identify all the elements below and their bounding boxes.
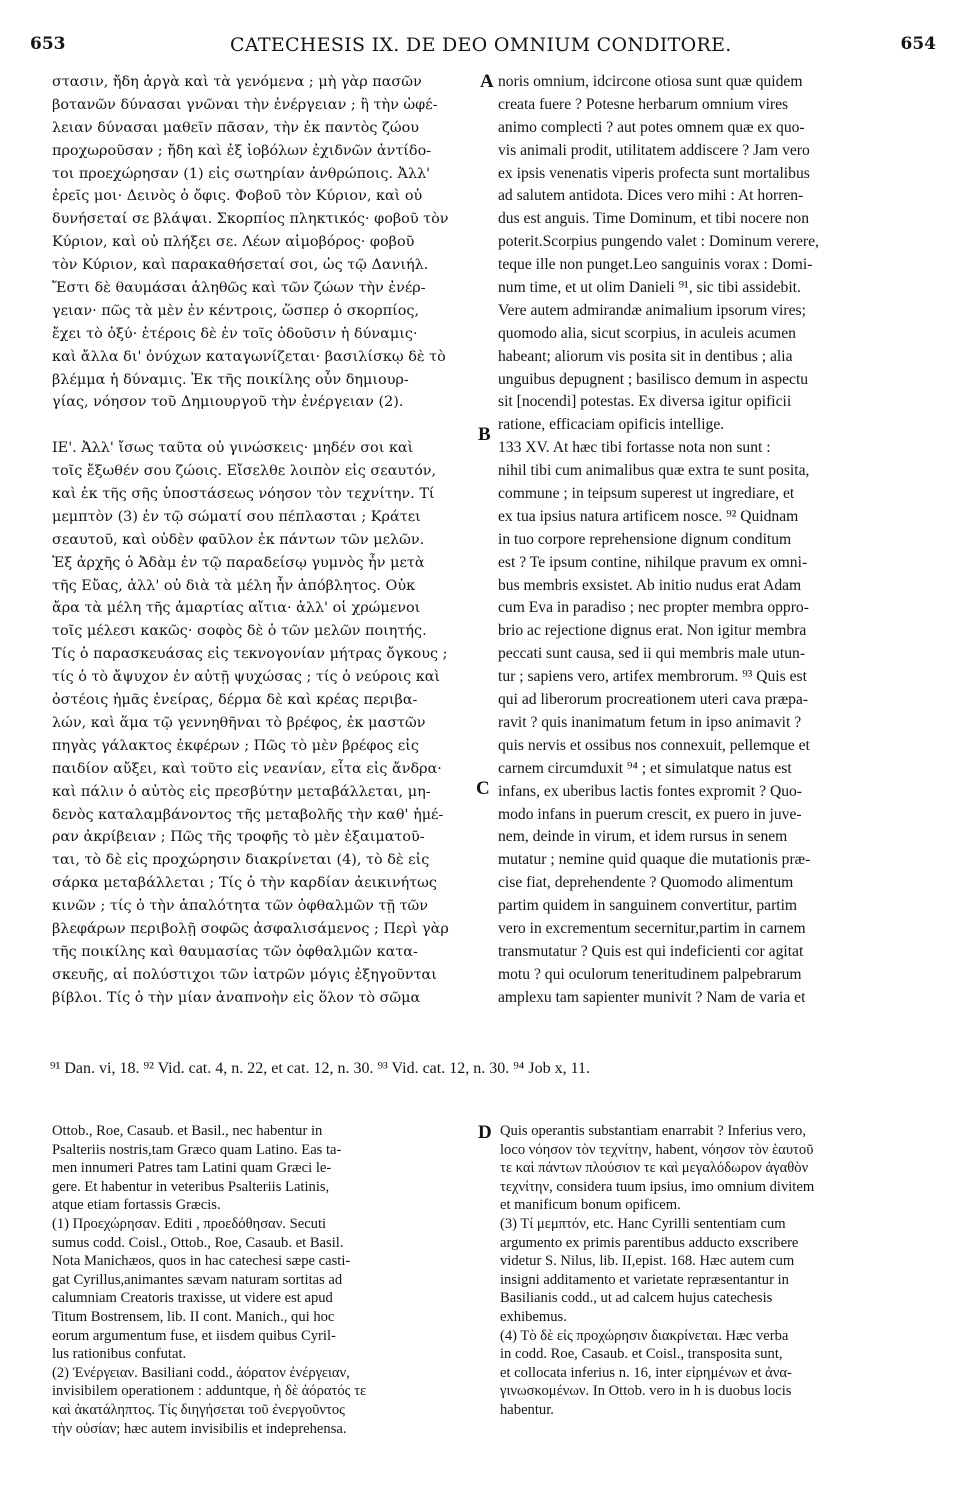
notes-left-column xyxy=(52,1122,472,1438)
text-line: unguibus depugnent ; basilisco demum in aspectu xyxy=(498,370,809,388)
text-line: Κύριον, καὶ οὐ πλήξει σε. Λέων αἱμοβόρος· φοβοῦ xyxy=(52,234,415,251)
text-line: carnem circumduxit ⁹⁴ ; et simulatque natus est xyxy=(498,759,792,777)
text-line: habentur. xyxy=(500,1401,554,1418)
text-line: partim quidem in sanguinem convertitur, partim xyxy=(498,897,798,915)
text-line: nihil tibi cum animalibus quæ extra te sunt posita, xyxy=(498,462,810,480)
text-line: quis nervis et ossibus nos connexuit, pellemque et xyxy=(498,736,810,754)
text-line: videtur S. Nilus, lib. II,epist. 168. Hæc autem cum xyxy=(500,1253,795,1270)
text-line: vero in excrementum secernitur,partim in carnem xyxy=(498,919,806,937)
page-number-left: 653 xyxy=(30,34,66,54)
text-line: τε καὶ πάντων πλούσιον τε καὶ μεγαλόδωρον ἀγαθὸν xyxy=(500,1160,809,1177)
text-line: ΙΕ'. Ἀλλ' ἴσως ταῦτα οὐ γινώσκεις· μηδέν σοι καὶ xyxy=(52,440,414,457)
text-line: et manificum bonum opificem. xyxy=(500,1197,681,1214)
text-line: motu ? qui oculorum teneritudinem palpebrarum xyxy=(498,965,802,983)
text-line: invisibilem operationem : adduntque, ἡ δὲ ἀόρατός τε xyxy=(52,1383,367,1400)
text-line: γινωσκομένων. In Ottob. vero in h is duobus locis xyxy=(500,1383,792,1400)
text-line: 133 XV. At hæc tibi fortasse nota non sunt : xyxy=(498,439,771,457)
text-line: γειαν· πῶς τὰ μὲν ἐν κέντροις, ὥσπερ ὁ σκορπίος, xyxy=(52,302,420,319)
text-line: γίας, νόησον τοῦ Δημιουργοῦ τὴν ἐνέργειαν (2). xyxy=(52,394,404,411)
text-line: mutatur ; nemine quid quaque die mutationis præ- xyxy=(498,851,811,869)
text-line: modo infans in puerum crescit, ex puero in juve- xyxy=(498,805,802,823)
text-line: in tuo corpore reprehensione dignum conditum xyxy=(498,530,792,548)
text-line: nem, deinde in virum, et idem rursus in senem xyxy=(498,828,788,846)
margin-marker-d: D xyxy=(478,1122,492,1143)
text-line: Titum Bostrensem, lib. II cont. Manich., qui hoc xyxy=(52,1308,335,1325)
text-line: habeant; aliorum vis posita sit in dentibus ; alia xyxy=(498,347,793,365)
text-line: προχωροῦσαν ; ἤδη καὶ ἐξ ἰοβόλων ἐχιδνῶν ἀντίδο- xyxy=(52,142,432,159)
text-line: ravit ? quis inanimatum fetum in ipso animavit ? xyxy=(498,713,802,731)
text-line: sumus codd. Coisl., Ottob., Roe, Casaub. et Basil. xyxy=(52,1234,344,1251)
text-line: Vere autem admirandæ animalium ipsorum vires; xyxy=(498,301,806,319)
text-line: τὸν Κύριον, καὶ παρακαθήσεταί σοι, ὡς τῷ Δανιήλ. xyxy=(52,257,429,274)
greek-text-column xyxy=(52,71,484,1010)
text-line: et collocata inferius n. 16, inter εἰρημένων et ἀνα- xyxy=(500,1364,792,1381)
text-line: argumento ex primis parentibus adducto exscribere xyxy=(500,1234,799,1251)
text-line: brio ac rejectione dignus erat. Non igitur membra xyxy=(498,622,807,640)
text-line: exhibemus. xyxy=(500,1308,567,1325)
text-line: amplexu tam sapienter munivit ? Nam de varia et xyxy=(498,988,806,1006)
text-line: τῆς Εὔας, ἀλλ' οὐ διὰ τὰ μέλη ἦν ἀπόβλητος. Οὐκ xyxy=(52,577,416,594)
text-line: in codd. Roe, Casaub. et Coisl., transposita sunt, xyxy=(500,1346,783,1363)
text-line: calumniam Creatoris traxisse, ut videre est apud xyxy=(52,1290,333,1307)
text-line: cum Eva in paradiso ; nec propter membra oppro- xyxy=(498,599,809,617)
text-line: Ἔστι δὲ θαυμάσαι ἀληθῶς καὶ τῶν ζώων τὴν ἐνέρ- xyxy=(52,280,426,297)
text-line: cise fiat, deprehendente ? Quomodo alimentum xyxy=(498,874,794,892)
text-line: quomodo alia, sicut scorpius, in aculeis acumen xyxy=(498,324,796,342)
text-line: ται, τὸ δὲ εἰς προχώρησιν διακρίνεται (4), τὸ δὲ εἰς xyxy=(52,852,430,869)
footnote-references: ⁹¹ Dan. vi, 18. ⁹² Vid. cat. 4, n. 22, et cat. 12, n. 30. ⁹³ Vid. cat. 12, n. 30. ⁹⁴ Job x, 11. xyxy=(50,1060,591,1077)
text-line: num time, et ut olim Danieli ⁹¹, sic tibi assidebit. xyxy=(498,279,801,297)
text-line: καὶ ἀκατάληπτος. Τίς διηγήσεται τοῦ ἐνεργοῦντος xyxy=(52,1401,345,1418)
text-line: δυνήσεταί σε βλάψαι. Σκορπίος πληκτικός· φοβοῦ τὸν xyxy=(52,211,449,228)
text-line: commune ; in teipsum superest ut ingrediare, et xyxy=(498,485,795,503)
text-line: (4) Τὸ δὲ εἰς προχώρησιν διακρίνεται. Hæc verba xyxy=(500,1327,789,1344)
text-line: ἄρα τὰ μέλη τῆς ἁμαρτίας αἴτια· ἀλλ' οἱ χρώμενοι xyxy=(52,600,421,617)
text-line: dus est anguis. Time Dominum, et tibi nocere non xyxy=(498,210,809,228)
text-line: καὶ ἐκ τῆς σῆς ὑποστάσεως νόησον τὸν τεχνίτην. Τί xyxy=(52,486,435,503)
text-line: vis animali prodit, utilitatem addiscere ? Jam vero xyxy=(498,141,810,159)
text-line: Ottob., Roe, Casaub. et Basil., nec habentur in xyxy=(52,1123,323,1139)
text-line: καὶ πάλιν ὁ αὐτὸς εἰς πρεσβύτην μεταβάλλεται, μη- xyxy=(52,783,431,800)
text-line: Basilianis codd., ut ad calcem hujus catechesis xyxy=(500,1290,773,1307)
running-title: CATECHESIS IX. DE DEO OMNIUM CONDITORE. xyxy=(230,34,732,56)
text-line: atque etiam fortassis Græcis. xyxy=(52,1197,221,1214)
text-line: bus membris exsistet. Ab initio nudus erat Adam xyxy=(498,576,802,594)
text-line: Nota Manichæos, quos in hac catechesi sæpe casti- xyxy=(52,1253,351,1270)
text-line: tur ; sapiens vero, artifex membrorum. ⁹³ Quis est xyxy=(498,668,807,686)
running-header xyxy=(30,34,936,60)
text-line: ex tua ipsius natura artificem nosce. ⁹² Quidnam xyxy=(498,507,799,525)
text-line: κινῶν ; τίς ὁ τὴν ἁπαλότητα τῶν ὀφθαλμῶν τῇ τῶν xyxy=(52,898,429,915)
text-line: ἐρεῖς μοι· Δεινὸς ὁ ὄφις. Φοβοῦ τὸν Κύριον, καὶ οὐ xyxy=(52,188,423,205)
margin-marker-a: A xyxy=(480,71,494,92)
text-line: ὀστέοις ἡμᾶς ἐνείρας, δέρμα δὲ καὶ κρέας περιβα- xyxy=(52,692,418,709)
text-line: τοῖς μέλεσι κακῶς· σοφὸς δὲ ὁ τῶν μελῶν ποιητής. xyxy=(52,623,427,640)
text-line: qui ad liberorum procreationem uteri cava præpa- xyxy=(498,691,809,709)
text-line: gat Cyrillus,animantes sævam naturam sortitas ad xyxy=(52,1271,343,1288)
text-line: (1) Προεχώρησαν. Editi , προεδόθησαν. Secuti xyxy=(52,1215,327,1232)
text-line: παιδίον αὔξει, καὶ τοῦτο εἰς νεανίαν, εἶτα εἰς ἄνδρα· xyxy=(52,760,442,777)
text-line xyxy=(52,414,484,437)
text-line: loco νόησον τὸν τεχνίτην, habent, νόησον τὸν ἑαυτοῦ xyxy=(500,1141,814,1158)
text-line: βίβλοι. Τίς ὁ τὴν μίαν ἀναπνοὴν εἰς ὅλον τὸ σῶμα xyxy=(52,989,421,1006)
text-line: est ? Te ipsum contine, nihilque pravum ex omni- xyxy=(498,553,808,571)
text-line: σεαυτοῦ, καὶ οὐδὲν φαῦλον ἐκ πάντων τῶν μελῶν. xyxy=(52,531,425,548)
text-line: transmutatur ? Quis est qui indeficienti cor agitat xyxy=(498,942,804,960)
text-line: men innumeri Patres tam Latini quam Græci le- xyxy=(52,1160,332,1177)
text-line: poterit.Scorpius pungendo valet : Dominum verere, xyxy=(498,233,819,251)
text-line: Quis operantis substantiam enarrabit ? Inferius vero, xyxy=(500,1123,806,1139)
text-line: ratione, efficaciam opificis intellige. xyxy=(498,416,725,434)
text-line: creata fuere ? Potesne herbarum omnium vires xyxy=(498,95,789,113)
text-line: Τίς ὁ παρασκευάσας εἰς τεκνογονίαν μήτρας ὄγκους ; xyxy=(52,646,448,663)
text-line: insigni additamento et varietate repræsentantur in xyxy=(500,1271,789,1288)
text-line: τοῖς ἔξωθέν σου ζώοις. Εἴσελθε λοιπὸν εἰς σεαυτόν, xyxy=(52,463,437,480)
text-line: μεμπτὸν (3) ἐν τῷ σώματί σου πέπλασται ; Κράτει xyxy=(52,508,421,525)
text-line: τὴν οὐσίαν; hæc autem invisibilis et indeprehensa. xyxy=(52,1420,347,1437)
text-line: lus rationibus confutat. xyxy=(52,1346,187,1363)
text-line: animo complecti ? aut potes omnem quæ ex quo- xyxy=(498,118,805,136)
text-line: βοτανῶν δύνασαι γνῶναι τὴν ἐνέργειαν ; ἢ τὴν ὠφέ- xyxy=(52,96,438,113)
text-line: πηγὰς γάλακτος ἐκφέρων ; Πῶς τὸ μὲν βρέφος εἰς xyxy=(52,737,419,754)
margin-marker-b: B xyxy=(478,424,491,445)
text-line: peccati sunt causa, sed ii qui membris male utun- xyxy=(498,645,806,663)
text-line: Psalteriis nostris,tam Græco quam Latino. Eas ta- xyxy=(52,1141,342,1158)
text-line: ἔχει τὸ ὀξύ· ἑτέροις δὲ ἐν τοῖς ὀδοῦσιν ἡ δύναμις· xyxy=(52,325,418,342)
notes-right-column xyxy=(500,1122,940,1420)
text-line: ραν ἀκρίβειαν ; Πῶς τῆς τροφῆς τὸ μὲν ἐξαιματοῦ- xyxy=(52,829,425,846)
text-line: τίς ὁ τὸ ἄψυχον ἐν αὐτῇ ψυχώσας ; τίς ὁ νεύροις καὶ xyxy=(52,669,441,686)
text-line: λειαν δύνασαι μαθεῖν πᾶσαν, τὴν ἐκ παντὸς ζώου xyxy=(52,119,419,136)
text-line: σκευῆς, αἱ πολύστιχοι τῶν ἰατρῶν μόγις ἐξηγοῦνται xyxy=(52,966,437,983)
text-line: τῆς ποικίλης καὶ θαυμασίας τῶν ὀφθαλμῶν κατα- xyxy=(52,943,418,960)
text-line: στασιν, ἤδη ἀργὰ καὶ τὰ γενόμενα ; μὴ γὰρ πασῶν xyxy=(52,74,422,90)
text-line: (3) Τί μεμπτόν, etc. Hanc Cyrilli sententiam cum xyxy=(500,1215,786,1232)
text-line: βλεφάρων περιβολῇ σοφῶς ἀσφαλισάμενος ; Περὶ γὰρ xyxy=(52,920,449,937)
text-line: τοι προεχώρησαν (1) εἰς σωτηρίαν ἀνθρώποις. Ἀλλ' xyxy=(52,165,431,182)
text-line: δενὸς καταλαμβάνοντος τῆς μεταβολῆς τὴν καθ' ἡμέ- xyxy=(52,806,444,823)
text-line: noris omnium, idcircone otiosa sunt quæ quidem xyxy=(498,73,803,90)
text-line: σάρκα μεταβάλλεται ; Τίς ὁ τὴν καρδίαν ἀεικινήτως xyxy=(52,875,437,892)
margin-marker-c: C xyxy=(476,778,490,799)
text-line: (2) Ἐνέργειαν. Basiliani codd., ἀόρατον ἐνέργειαν, xyxy=(52,1364,350,1381)
latin-text-column xyxy=(498,71,938,1010)
text-line: Ἐξ ἀρχῆς ὁ Ἀδὰμ ἐν τῷ παραδείσῳ γυμνὸς ἦν μετὰ xyxy=(52,554,425,571)
text-line: ex ipsis venenatis viperis profecta sunt mortalibus xyxy=(498,164,810,182)
page-number-right: 654 xyxy=(900,34,936,54)
text-line: gere. Et habentur in veteribus Psalteriis Latinis, xyxy=(52,1178,330,1195)
text-line: λών, καὶ ἅμα τῷ γεννηθῆναι τὸ βρέφος, ἐκ μαστῶν xyxy=(52,714,426,731)
text-line: teque ille non punget.Leo sanguinis vorax : Domi- xyxy=(498,256,813,274)
text-line: ad salutem antidota. Dices vero mihi : At horren- xyxy=(498,187,804,205)
text-line: infans, ex uberibus lactis fontes expromit ? Quo- xyxy=(498,782,803,800)
text-line: βλέμμα ἡ δύναμις. Ἐκ τῆς ποικίλης οὖν δημιουρ- xyxy=(52,371,409,388)
text-line: καὶ ἄλλα δι' ὀνύχων καταγωνίζεται· βασιλίσκῳ δὲ τὸ xyxy=(52,348,446,365)
text-line: τεχνίτην, considera tuum ipsius, imo omnium divitem xyxy=(500,1178,815,1195)
text-line: eorum argumentum fuse, et iisdem quibus Cyril- xyxy=(52,1327,336,1344)
text-line: sit [nocendi] potestas. Ex diversa igitur opificii xyxy=(498,393,792,411)
